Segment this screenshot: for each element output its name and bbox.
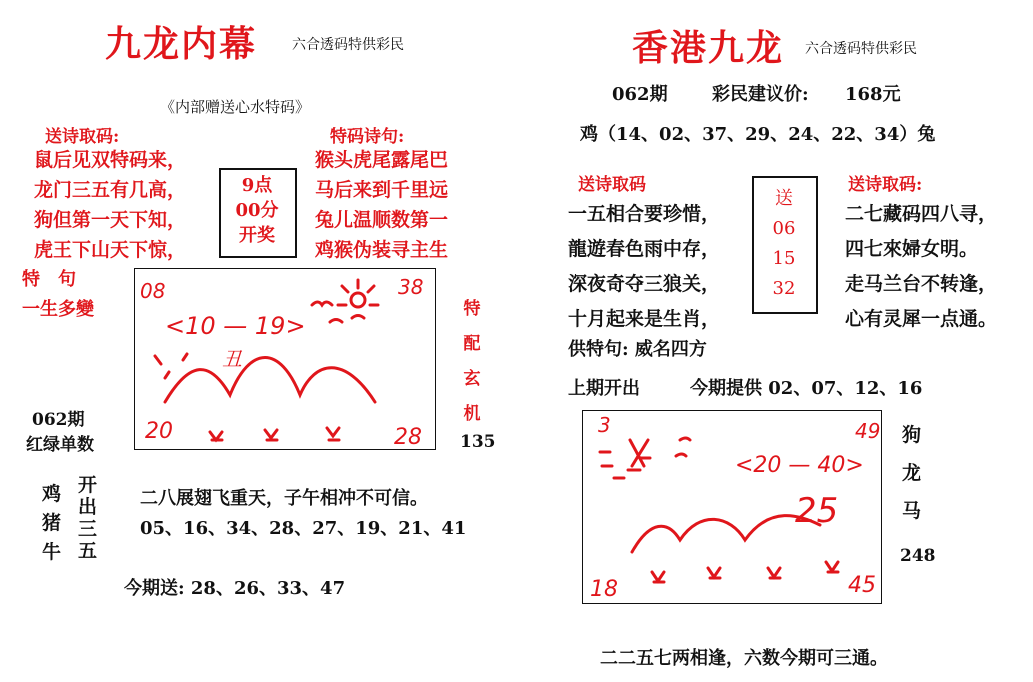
left-chart-top-right: 38 bbox=[398, 275, 424, 299]
v-mark bbox=[652, 572, 664, 582]
left-poem-a-line: 虎王下山天下惊， bbox=[34, 239, 187, 261]
open-char: 三 bbox=[78, 518, 98, 540]
left-red-green: 红绿单数 bbox=[26, 435, 94, 455]
open-char: 五 bbox=[78, 540, 98, 562]
left-side-number: 135 bbox=[460, 432, 496, 452]
column-char: 机 bbox=[463, 404, 481, 424]
bird-mark bbox=[312, 302, 332, 305]
left-chart-mid: 丑 bbox=[222, 347, 242, 371]
left-poem-b-line: 兔儿温顺数第一 bbox=[315, 209, 449, 231]
tick-marks bbox=[155, 354, 187, 378]
left-chart-range: <10 — 19> bbox=[165, 312, 306, 340]
open-char: 开 bbox=[78, 474, 98, 496]
v-mark bbox=[265, 430, 277, 440]
right-price-label: 彩民建议价: bbox=[712, 84, 809, 105]
side-animal: 龙 bbox=[902, 462, 922, 484]
left-chart-sketch bbox=[155, 280, 378, 440]
left-poem-a-line: 龙门三五有几高， bbox=[34, 179, 187, 201]
left-special-phrase: 一生多變 bbox=[22, 299, 94, 320]
right-chart-bottom-right: 45 bbox=[848, 573, 876, 598]
mountain-outline bbox=[165, 358, 375, 403]
right-poem-b-line: 四七來婦女明。 bbox=[845, 238, 979, 260]
animal: 猪 bbox=[42, 512, 62, 534]
left-verse: 二八展翅飞重天，子午相冲不可信。 bbox=[140, 488, 428, 509]
column-char: 玄 bbox=[463, 369, 481, 389]
right-poem-a-line: 龍遊春色雨中存， bbox=[568, 238, 721, 260]
left-poem-b-line: 鸡猴伪装寻主生 bbox=[315, 239, 449, 261]
left-poem-b-line: 马后来到千里远 bbox=[315, 179, 449, 201]
right-poem-b-line: 走马兰台不转逢， bbox=[845, 273, 998, 295]
left-poem-a-heading: 送诗取码: bbox=[45, 127, 120, 147]
left-poem-b-heading: 特码诗句: bbox=[330, 127, 405, 147]
right-poem-a-heading: 送诗取码 bbox=[578, 175, 646, 195]
right-zodiac-line: 鸡（14、02、37、29、24、22、34）兔 bbox=[580, 124, 936, 145]
bird-mark bbox=[676, 438, 690, 456]
right-this-issue: 今期提供 02、07、12、16 bbox=[690, 378, 923, 399]
time-box-line: 开奖 bbox=[239, 225, 275, 246]
cross-mark bbox=[630, 440, 648, 466]
v-mark bbox=[826, 562, 838, 572]
right-chart-big: 25 bbox=[795, 491, 839, 531]
right-side-number: 248 bbox=[900, 546, 936, 566]
right-title: 香港九龙 bbox=[632, 27, 785, 69]
left-today-send: 今期送: 28、26、33、47 bbox=[124, 578, 346, 599]
column-char: 配 bbox=[463, 334, 481, 354]
left-chart-bottom-right: 28 bbox=[394, 425, 422, 450]
side-animal: 狗 bbox=[902, 424, 922, 446]
v-mark bbox=[327, 428, 339, 440]
send-box-line: 送 bbox=[775, 188, 793, 209]
right-footer: 二二五七两相逢，六数今期可三通。 bbox=[600, 648, 888, 669]
bird-mark bbox=[330, 316, 364, 323]
left-poem-b-line: 猴头虎尾露尾巴 bbox=[315, 149, 449, 171]
left-special-phrase-label: 特 句 bbox=[22, 269, 76, 290]
send-box-line: 06 bbox=[772, 218, 796, 239]
left-chart-bottom-left: 20 bbox=[145, 419, 173, 444]
v-mark bbox=[768, 568, 780, 578]
left-issue: 062期 bbox=[32, 410, 85, 430]
right-poem-a-line: 十月起来是生肖， bbox=[568, 308, 721, 330]
sun-icon bbox=[351, 293, 365, 307]
left-banner: 《内部赠送心水特码》 bbox=[160, 98, 311, 116]
right-price: 168元 bbox=[845, 84, 901, 105]
left-subtitle: 六合透码特供彩民 bbox=[292, 37, 404, 53]
open-char: 出 bbox=[78, 496, 98, 518]
right-last-open: 上期开出 bbox=[568, 378, 640, 399]
v-mark bbox=[708, 568, 720, 578]
right-chart-range: <20 — 40> bbox=[735, 453, 864, 478]
left-title: 九龙内幕 bbox=[105, 23, 258, 65]
left-chart-top-left: 08 bbox=[140, 279, 166, 303]
left-numbers: 05、16、34、28、27、19、21、41 bbox=[140, 518, 467, 539]
right-poem-a-line: 一五相合要珍惜， bbox=[568, 203, 721, 225]
left-poem-a-line: 狗但第一天下知， bbox=[34, 209, 187, 231]
right-issue: 062期 bbox=[612, 84, 668, 105]
time-box-line: 9点 bbox=[241, 175, 273, 196]
send-box-line: 32 bbox=[772, 278, 796, 299]
right-chart-top-left: 3 bbox=[598, 413, 611, 437]
left-poem-a-line: 鼠后见双特码来， bbox=[34, 149, 187, 171]
right-subtitle: 六合透码特供彩民 bbox=[805, 41, 917, 57]
v-mark bbox=[210, 432, 222, 440]
right-poem-a-line: 深夜奇夺三狼关， bbox=[568, 273, 721, 295]
right-poem-b-line: 心有灵犀一点通。 bbox=[845, 308, 998, 330]
right-chart-bottom-left: 18 bbox=[590, 577, 618, 602]
side-animal: 马 bbox=[902, 500, 922, 522]
column-char: 特 bbox=[463, 299, 481, 319]
mountain-outline bbox=[632, 516, 820, 552]
right-poem-b-line: 二七藏码四八寻， bbox=[845, 203, 998, 225]
right-special-phrase: 供特句: 威名四方 bbox=[568, 339, 707, 360]
animal: 鸡 bbox=[42, 483, 62, 505]
time-box-line: 00分 bbox=[235, 200, 279, 221]
animal: 牛 bbox=[42, 541, 62, 563]
send-box-line: 15 bbox=[772, 248, 796, 269]
right-chart-top-right: 49 bbox=[855, 419, 881, 443]
right-poem-b-heading: 送诗取码: bbox=[848, 175, 923, 195]
